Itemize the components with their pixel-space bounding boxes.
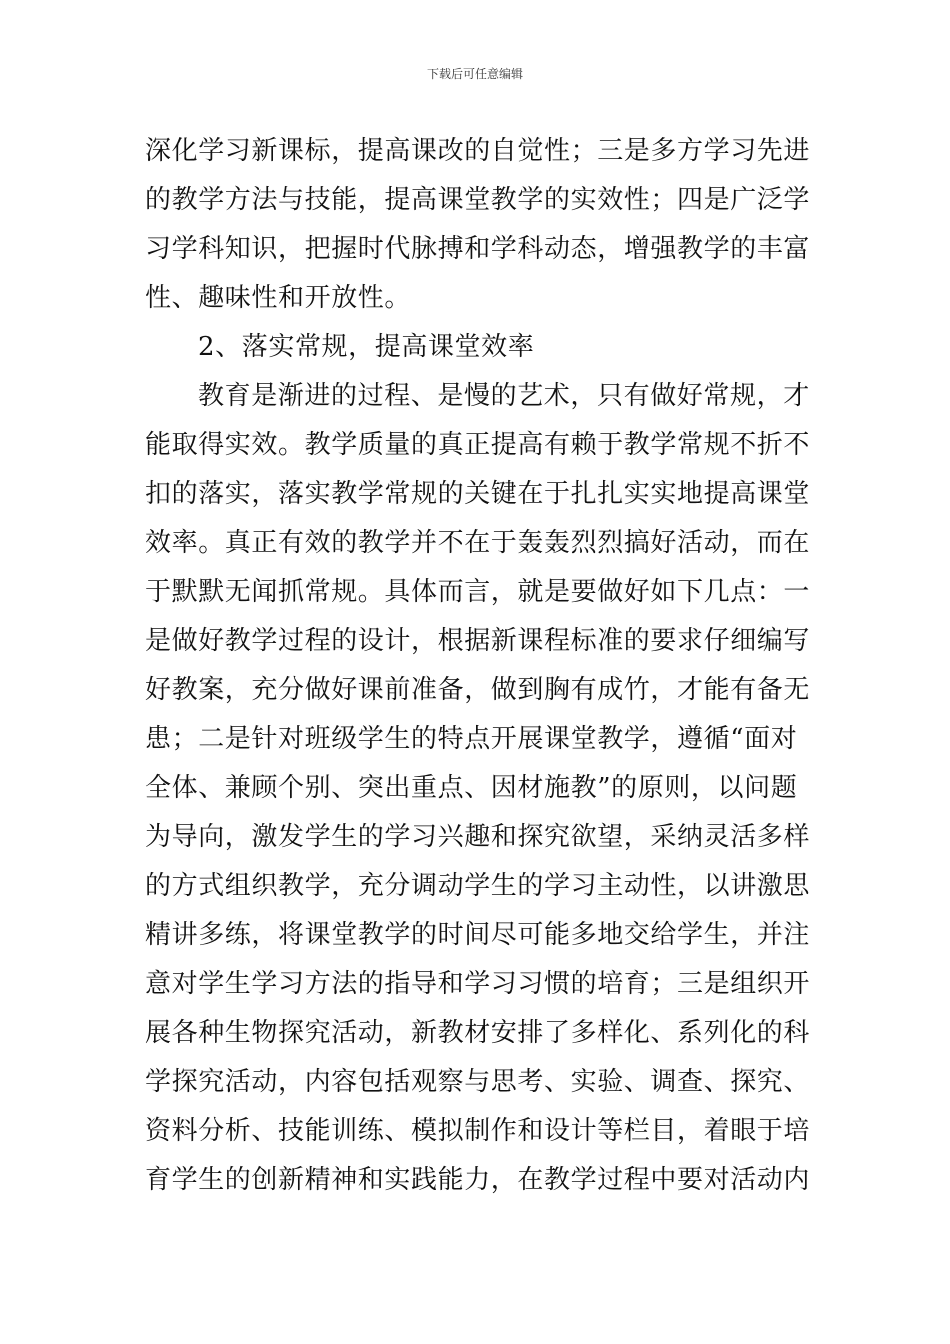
text-line: 扣的落实，落实教学常规的关键在于扎扎实实地提高课堂 — [145, 479, 811, 509]
text-line: 资料分析、技能训练、模拟制作和设计等栏目，着眼于培 — [145, 1116, 811, 1146]
text-line: 深化学习新课标，提高课改的自觉性；三是多方学习先进 — [145, 136, 811, 166]
text-line: 习学科知识，把握时代脉搏和学科动态，增强教学的丰富 — [145, 234, 811, 264]
text-line: 育学生的创新精神和实践能力，在教学过程中要对活动内 — [145, 1165, 811, 1195]
text-line: 精讲多练，将课堂教学的时间尽可能多地交给学生，并注 — [145, 920, 811, 950]
text-line: 好教案，充分做好课前准备，做到胸有成竹，才能有备无 — [145, 675, 811, 705]
text-line: 意对学生学习方法的指导和学习习惯的培育；三是组织开 — [145, 969, 811, 999]
text-line: 全体、兼顾个别、突出重点、因材施教”的原则，以问题 — [145, 773, 798, 803]
text-line: 能取得实效。教学质量的真正提高有赖于教学常规不折不 — [145, 430, 811, 460]
text-line: 于默默无闻抓常规。具体而言，就是要做好如下几点：一 — [145, 577, 811, 607]
text-line: 性、趣味性和开放性。 — [145, 283, 412, 313]
text-line: 学探究活动，内容包括观察与思考、实验、调查、探究、 — [145, 1067, 811, 1097]
text-line: 患；二是针对班级学生的特点开展课堂教学，遵循“面对 — [145, 724, 798, 754]
text-line: 效率。真正有效的教学并不在于轰轰烈烈搞好活动，而在 — [145, 528, 811, 558]
text-line: 展各种生物探究活动，新教材安排了多样化、系列化的科 — [145, 1018, 811, 1048]
text-line: 教育是渐进的过程、是慢的艺术，只有做好常规，才 — [198, 381, 810, 411]
text-line: 是做好教学过程的设计，根据新课程标准的要求仔细编写 — [145, 626, 811, 656]
text-line: 的方式组织教学，充分调动学生的学习主动性，以讲激思 — [145, 871, 811, 901]
section-heading: 2、落实常规，提高课堂效率 — [198, 332, 535, 362]
text-line: 的教学方法与技能，提高课堂教学的实效性；四是广泛学 — [145, 185, 811, 215]
document-body — [145, 127, 811, 1205]
text-line: 为导向，激发学生的学习兴趣和探究欲望，采纳灵活多样 — [145, 822, 811, 852]
page-header: 下载后可任意编辑 — [426, 67, 523, 81]
